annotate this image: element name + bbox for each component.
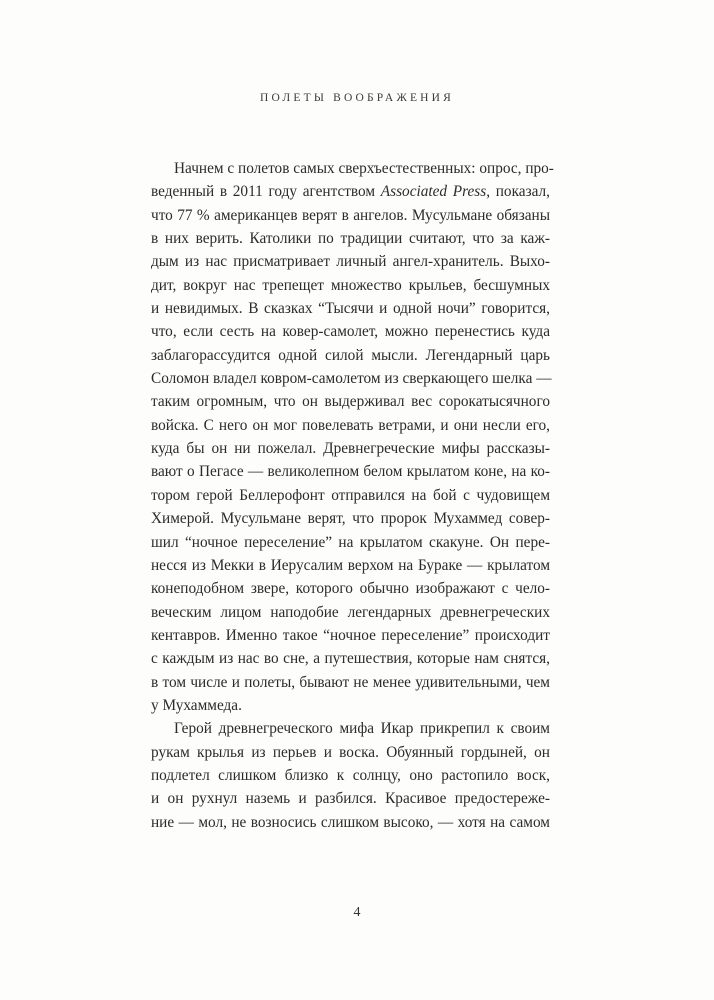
paragraph-2 bbox=[151, 717, 550, 834]
text-line: ние — мол, не возносись слишком высоко, — хотя на самом bbox=[151, 813, 550, 831]
text-line: рукам крылья из перьев и воска. Обуянный гордыней, он bbox=[151, 743, 550, 761]
text-line: в том числе и полеты, бывают не менее удивительными, чем bbox=[151, 673, 550, 691]
text-line: шил “ночное переселение” на крылатом скакуне. Он пере- bbox=[151, 533, 550, 551]
text-line: с каждым из нас во сне, а путешествия, которые нам снятся, bbox=[151, 650, 550, 668]
text-line: заблагорассудится одной силой мысли. Легендарный царь bbox=[151, 346, 550, 364]
text-line: Начнем с полетов самых сверхъестественных: опрос, про- bbox=[174, 160, 554, 177]
text-line: куда бы он ни пожелал. Древнегреческие мифы рассказы- bbox=[151, 440, 550, 458]
text-line: вают о Пегасе — великолепном белом крылатом коне, на ко- bbox=[151, 463, 550, 481]
text-line: кентавров. Именно такое “ночное переселение” происходит bbox=[151, 626, 550, 644]
text-line: Соломон владел ковром-самолетом из сверкающего шелка — bbox=[151, 370, 552, 388]
text-line: несся из Мекки в Иерусалим верхом на Бураке — крылатом bbox=[151, 556, 550, 574]
text-line: подлетел слишком близко к солнцу, оно растопило воск, bbox=[151, 766, 550, 784]
text-line: войска. С него он мог повелевать ветрами, и они несли его, bbox=[151, 416, 550, 434]
text-line: и он рухнул наземь и разбился. Красивое предостереже- bbox=[151, 790, 550, 808]
text-line: и невидимых. В сказках “Тысячи и одной ночи” говорится, bbox=[151, 300, 550, 318]
text-line: что 77 % американцев верят в ангелов. Мусульмане обязаны bbox=[151, 206, 550, 224]
text-line: в них верить. Католики по традиции считают, что за каж- bbox=[151, 230, 550, 248]
text-line: дым из нас присматривает личный ангел-хранитель. Выхо- bbox=[151, 253, 550, 271]
text-line: тором герой Беллерофонт отправился на бой с чудовищем bbox=[151, 486, 550, 504]
page-number: 4 bbox=[353, 905, 361, 920]
text-line: Герой древнегреческого мифа Икар прикрепил к своим bbox=[174, 720, 550, 738]
text-line-italic: веденный в 2011 году агентством Associated Press, показал, bbox=[151, 183, 550, 201]
text-line: Химерой. Мусульмане верят, что пророк Мухаммед совер- bbox=[151, 510, 550, 528]
text-line: веческим лицом наподобие легендарных древнегреческих bbox=[151, 603, 550, 621]
running-header: ПОЛЕТЫ ВООБРАЖЕНИЯ bbox=[259, 92, 455, 104]
text-line: что, если сесть на ковер-самолет, можно перенестись куда bbox=[151, 323, 550, 341]
body-text bbox=[151, 157, 554, 834]
text-line: таким огромным, что он выдерживал вес сорокатысячного bbox=[151, 393, 550, 411]
text-line: дит, вокруг нас трепещет множество крыльев, бесшумных bbox=[151, 276, 550, 294]
text-line: конеподобном звере, которого обычно изображают с чело- bbox=[151, 580, 550, 598]
text-line: у Мухаммеда. bbox=[151, 696, 242, 714]
italic-phrase: Associated Press bbox=[380, 183, 487, 201]
paragraph-1 bbox=[151, 157, 554, 717]
